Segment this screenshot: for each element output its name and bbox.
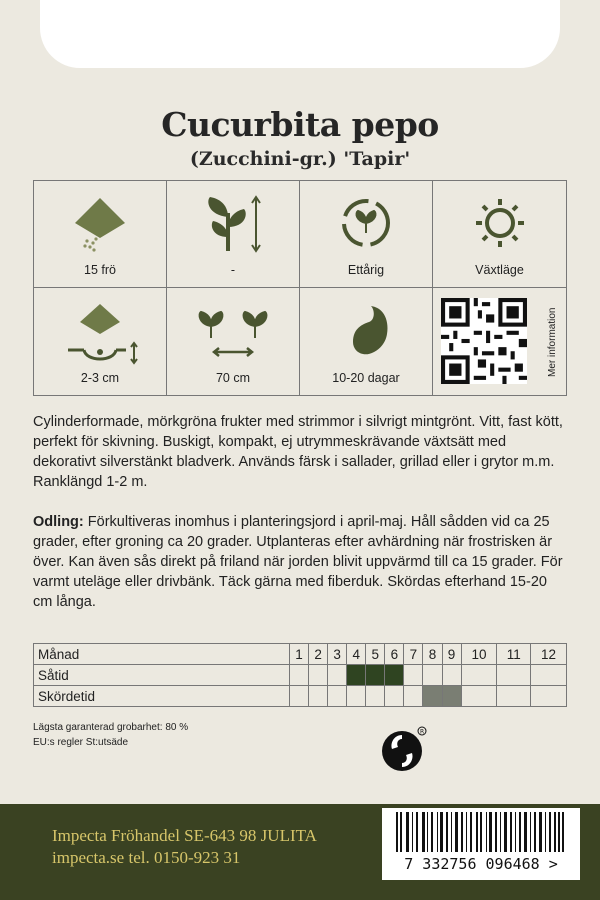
sowing-cell-active bbox=[347, 665, 366, 686]
seed-packet-icon bbox=[65, 193, 135, 253]
icon-cell-sun bbox=[433, 181, 566, 288]
harvest-cell bbox=[309, 686, 328, 707]
harvest-cell bbox=[531, 686, 567, 707]
calendar-sowing-row bbox=[34, 665, 567, 686]
cultivation-text bbox=[33, 512, 567, 612]
eu-rules-note: EU:s regler St:utsäde bbox=[33, 737, 129, 748]
harvest-cell bbox=[461, 686, 497, 707]
month-cell: 12 bbox=[531, 644, 567, 665]
green-dot-recycling-icon bbox=[380, 725, 428, 773]
spacing-label: 70 cm bbox=[215, 371, 251, 385]
company-contact: impecta.se tel. 0150-923 31 bbox=[52, 848, 241, 867]
harvest-cell-active bbox=[442, 686, 461, 707]
month-cell: 6 bbox=[385, 644, 404, 665]
icon-cell-seeds bbox=[34, 181, 167, 288]
sowing-row-label: Såtid bbox=[34, 665, 290, 686]
svg-text:R: R bbox=[420, 728, 425, 736]
description-text: Cylinderformade, mörkgröna frukter med strimmor i silvrigt mintgrönt. Vitt, fast kött, perfekt för skivning. Buskigt, kompakt, ej utrymmeskrävande växtsätt med dekorativt silverstänkt bladverk. Används färsk i sallader, grillad eller i grytor m.m. Ranklängd 1-2 m. bbox=[33, 414, 563, 490]
icon-grid bbox=[33, 180, 567, 396]
icon-cell-height bbox=[167, 181, 300, 288]
company-address: Impecta Fröhandel SE-643 98 JULITA bbox=[52, 826, 317, 845]
sowing-cell bbox=[423, 665, 442, 686]
harvest-cell bbox=[347, 686, 366, 707]
month-header: Månad bbox=[34, 644, 290, 665]
sowing-cell bbox=[531, 665, 567, 686]
harvest-cell-active bbox=[423, 686, 442, 707]
harvest-cell bbox=[404, 686, 423, 707]
month-cell: 10 bbox=[461, 644, 497, 665]
sowing-cell bbox=[328, 665, 347, 686]
calendar-month-row bbox=[34, 644, 567, 665]
icon-cell-germination bbox=[300, 288, 433, 395]
qr-code-icon[interactable] bbox=[441, 298, 527, 384]
month-cell: 8 bbox=[423, 644, 442, 665]
month-cell: 5 bbox=[366, 644, 385, 665]
product-title: Cucurbita pepo bbox=[161, 105, 439, 144]
sowing-cell bbox=[290, 665, 309, 686]
calendar-harvest-row bbox=[34, 686, 567, 707]
month-cell: 2 bbox=[309, 644, 328, 665]
month-cell: 9 bbox=[442, 644, 461, 665]
sowing-cell-active bbox=[385, 665, 404, 686]
month-cell: 7 bbox=[404, 644, 423, 665]
harvest-cell bbox=[366, 686, 385, 707]
sowing-cell bbox=[404, 665, 423, 686]
sowing-cell bbox=[309, 665, 328, 686]
icon-cell-spacing bbox=[167, 288, 300, 395]
depth-label: 2-3 cm bbox=[80, 371, 120, 385]
plant-height-icon bbox=[198, 193, 268, 253]
cultivation-body: Förkultiveras inomhus i planteringsjord i april-maj. Håll sådden vid ca 25 grader, efter groning ca 20 grader. Utplanteras efter avhärdning när frostrisken är över. Kan även sås direkt på friland när jorden blivit uppvärmd till ca 15 grader. För varmt uteläge eller drivbänk. Täck gärna med fiberduk. Skördas efterhand 15-20 cm långa. bbox=[33, 514, 563, 610]
sowing-depth-icon bbox=[60, 300, 140, 370]
annual-cycle-icon bbox=[331, 193, 401, 253]
germination-note: Lägsta garanterad grobarhet: 80 % bbox=[33, 722, 189, 733]
sowing-calendar bbox=[33, 643, 567, 707]
harvest-row-label: Skördetid bbox=[34, 686, 290, 707]
germination-icon bbox=[331, 300, 401, 362]
harvest-cell bbox=[385, 686, 404, 707]
sowing-cell bbox=[461, 665, 497, 686]
icon-cell-more-info[interactable] bbox=[433, 288, 566, 395]
annual-label: Ettårig bbox=[347, 263, 385, 277]
sowing-cell bbox=[497, 665, 531, 686]
sowing-cell-active bbox=[366, 665, 385, 686]
germination-label: 10-20 dagar bbox=[332, 371, 400, 385]
icon-cell-annual bbox=[300, 181, 433, 288]
month-cell: 1 bbox=[290, 644, 309, 665]
barcode-icon bbox=[382, 808, 580, 854]
harvest-cell bbox=[290, 686, 309, 707]
harvest-cell bbox=[497, 686, 531, 707]
hang-hole bbox=[40, 0, 560, 68]
sun-label: Växtläge bbox=[475, 263, 524, 277]
seeds-label: 15 frö bbox=[84, 263, 116, 277]
plant-spacing-icon bbox=[193, 300, 273, 362]
sowing-cell bbox=[442, 665, 461, 686]
month-cell: 3 bbox=[328, 644, 347, 665]
more-info-label[interactable]: Mer information bbox=[547, 307, 558, 377]
sun-icon bbox=[465, 193, 535, 253]
month-cell: 11 bbox=[497, 644, 531, 665]
harvest-cell bbox=[328, 686, 347, 707]
product-subtitle: (Zucchini-gr.) 'Tapir' bbox=[189, 148, 411, 170]
barcode-number: 7 332756 096468 > bbox=[382, 852, 580, 876]
month-cell: 4 bbox=[347, 644, 366, 665]
icon-cell-depth bbox=[34, 288, 167, 395]
height-label: - bbox=[230, 263, 236, 277]
cultivation-heading: Odling: bbox=[33, 514, 84, 530]
